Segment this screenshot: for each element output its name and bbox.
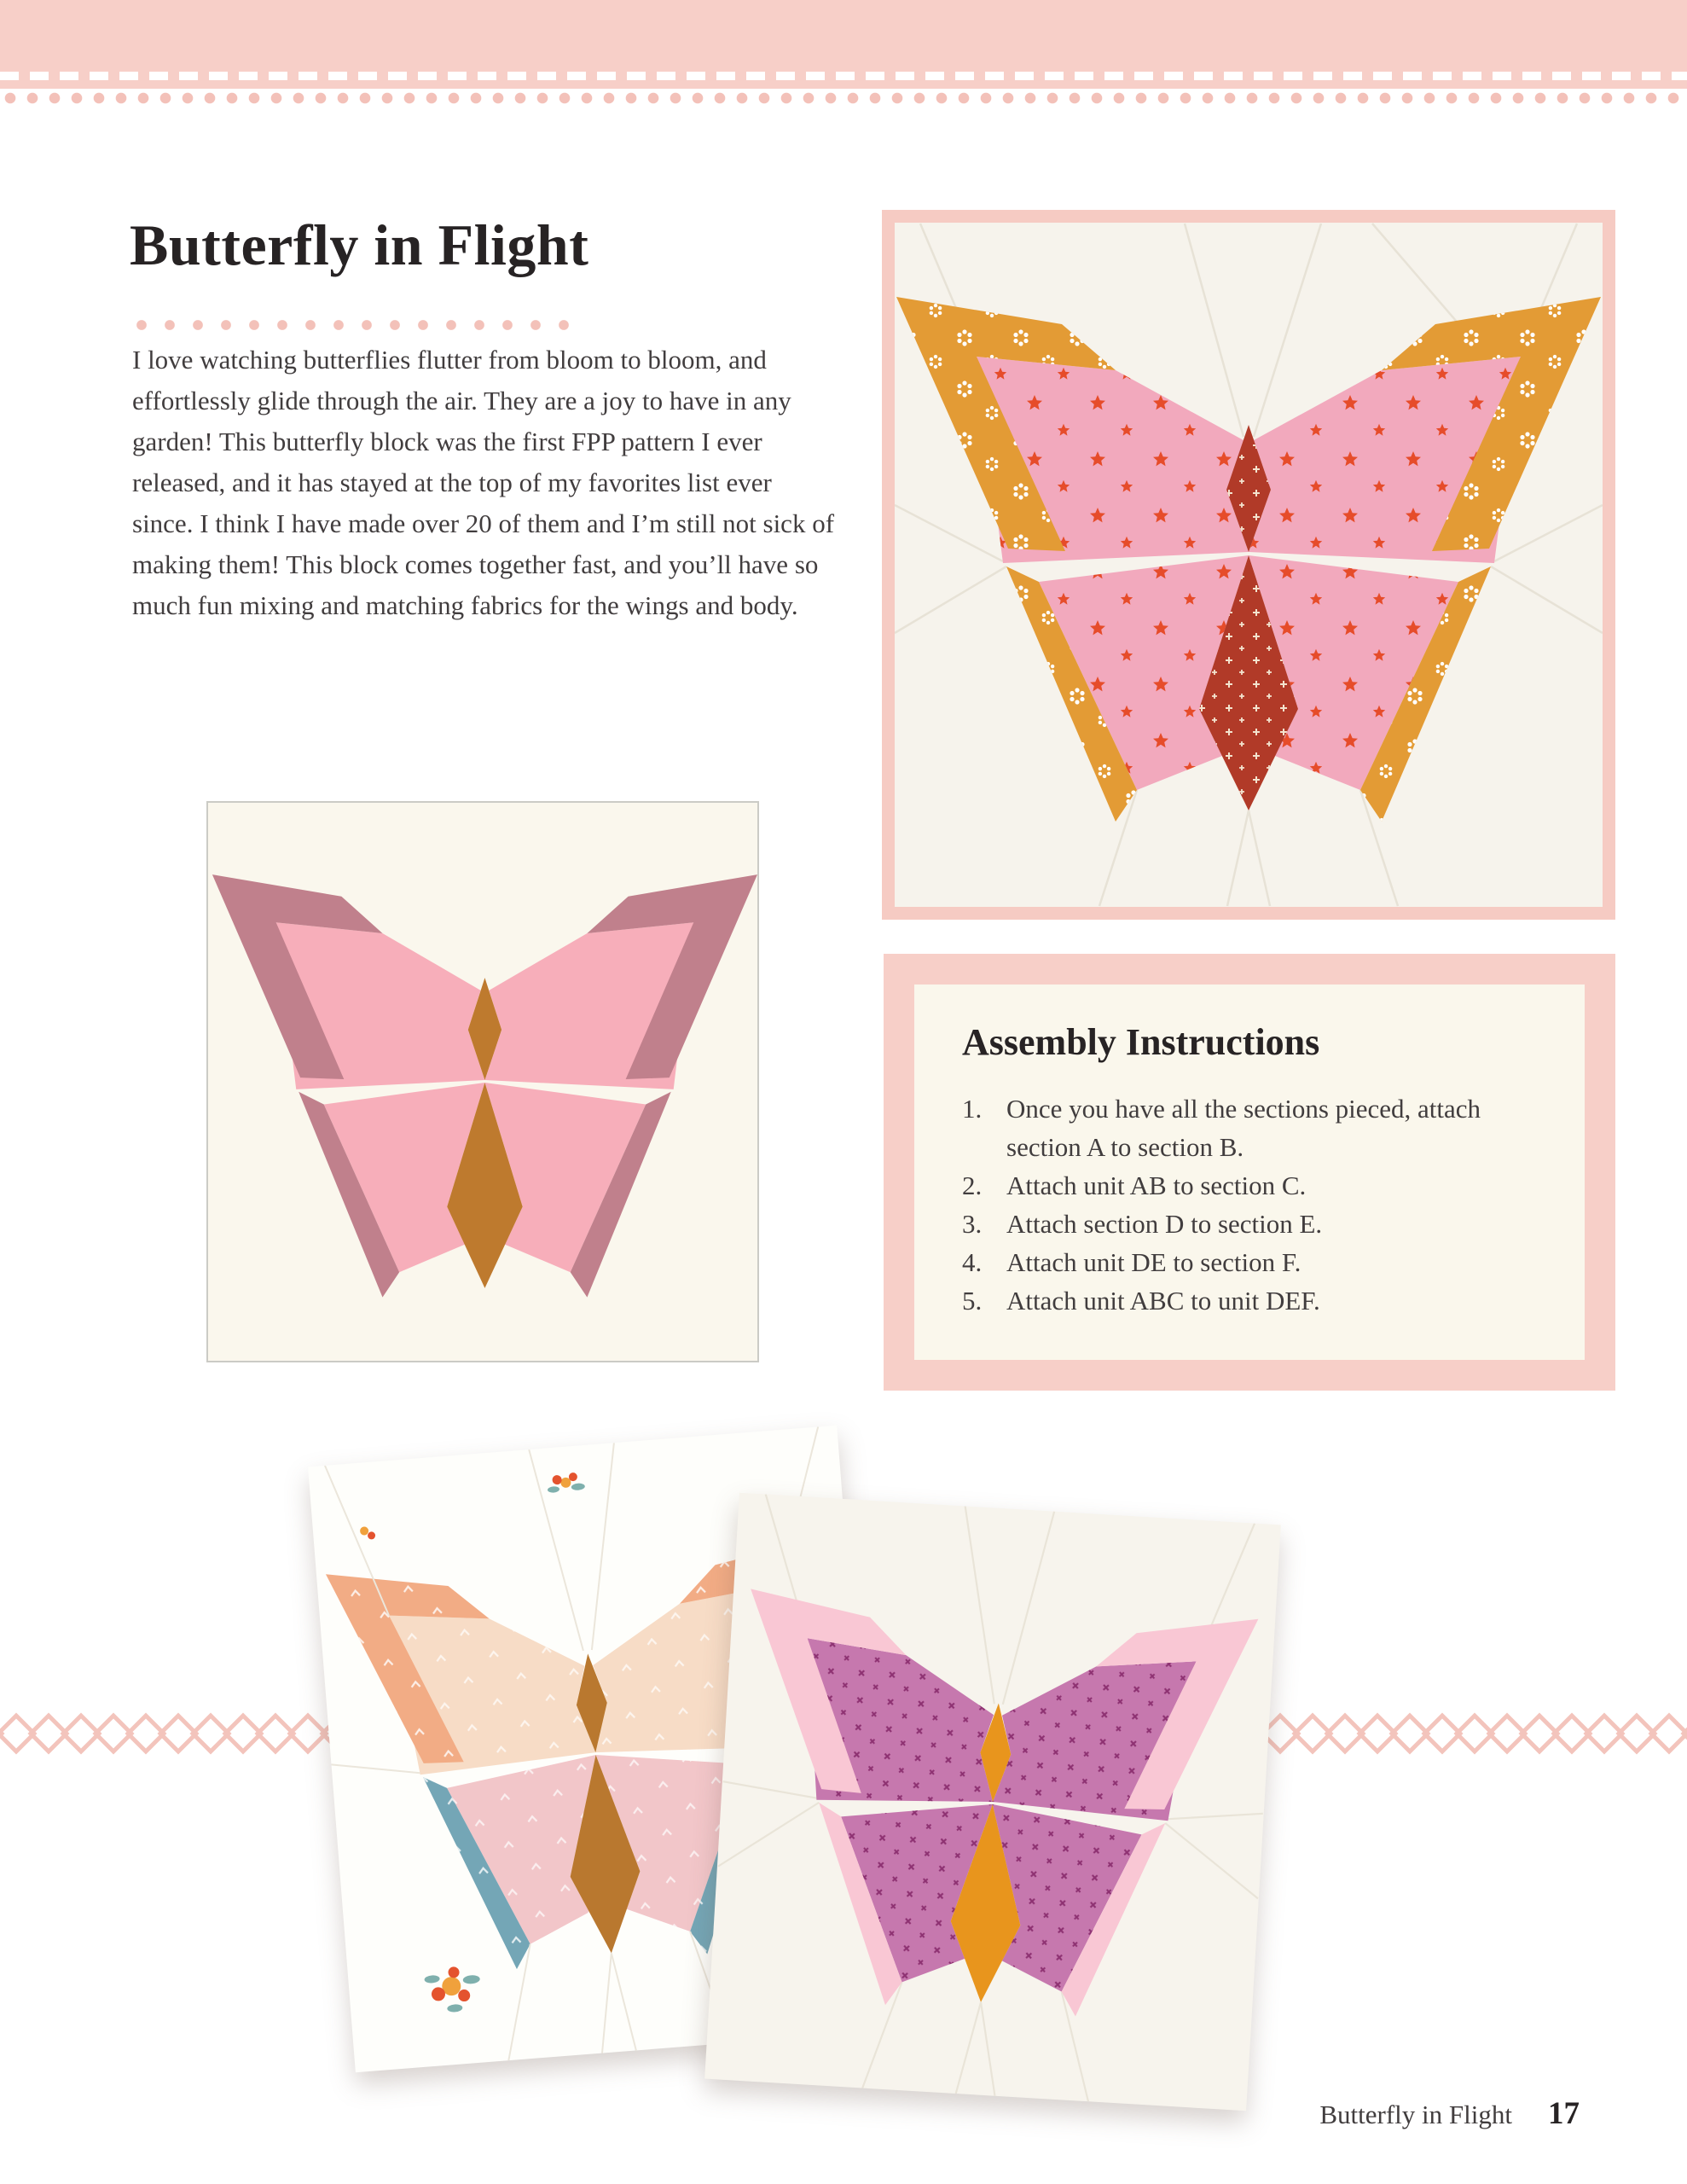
butterfly-photo-main-svg	[895, 223, 1603, 907]
step-text: Attach unit ABC to unit DEF.	[1006, 1286, 1320, 1316]
butterfly-photo-orchid-svg	[704, 1493, 1281, 2111]
assembly-step	[962, 1281, 1551, 1320]
assembly-inner-panel	[914, 985, 1585, 1360]
assembly-step	[962, 1089, 1551, 1166]
step-text: Attach unit AB to section C.	[1006, 1170, 1307, 1200]
stitch-dash-line	[0, 72, 1687, 80]
step-text: Once you have all the sections pieced, attach section A to section B.	[1006, 1094, 1481, 1162]
step-number: 5.	[962, 1286, 983, 1316]
assembly-step	[962, 1205, 1551, 1243]
page-title: Butterfly in Flight	[130, 212, 589, 277]
butterfly-photo-main	[882, 210, 1615, 920]
assembly-instructions-box	[884, 954, 1615, 1391]
step-number: 2.	[962, 1170, 983, 1200]
butterfly-illustration-svg	[208, 803, 757, 1361]
top-dot-row	[4, 92, 1687, 105]
step-text: Attach unit DE to section F.	[1006, 1247, 1301, 1277]
step-number: 3.	[962, 1209, 983, 1239]
assembly-step	[962, 1166, 1551, 1205]
step-text: Attach section D to section E.	[1006, 1209, 1323, 1239]
assembly-step	[962, 1243, 1551, 1281]
butterfly-photo-orchid	[704, 1493, 1281, 2111]
step-number: 1.	[962, 1094, 983, 1124]
assembly-steps-list	[914, 1089, 1585, 1320]
footer-page-number: 17	[1548, 2096, 1580, 2131]
butterfly-illustration	[206, 801, 759, 1362]
page-footer	[1319, 2095, 1580, 2132]
title-dot-row	[136, 319, 587, 331]
footer-chapter-title: Butterfly in Flight	[1319, 2100, 1512, 2129]
step-number: 4.	[962, 1247, 983, 1277]
top-decorative-band	[0, 0, 1687, 89]
intro-paragraph: I love watching butterflies flutter from bloom to bloom, and effortlessly glide through the air. They are a joy to have in any garden! This butterfly block was the first FPP pattern I ever released, and it has stayed at the top of my favorites list ever since. I think I have made over 20 of them and I’m still not sick of making them! This block comes together fast, and you’ll have so much fun mixing and matching fabrics for the wings and body.	[132, 345, 835, 620]
assembly-title: Assembly Instructions	[962, 1021, 1320, 1063]
